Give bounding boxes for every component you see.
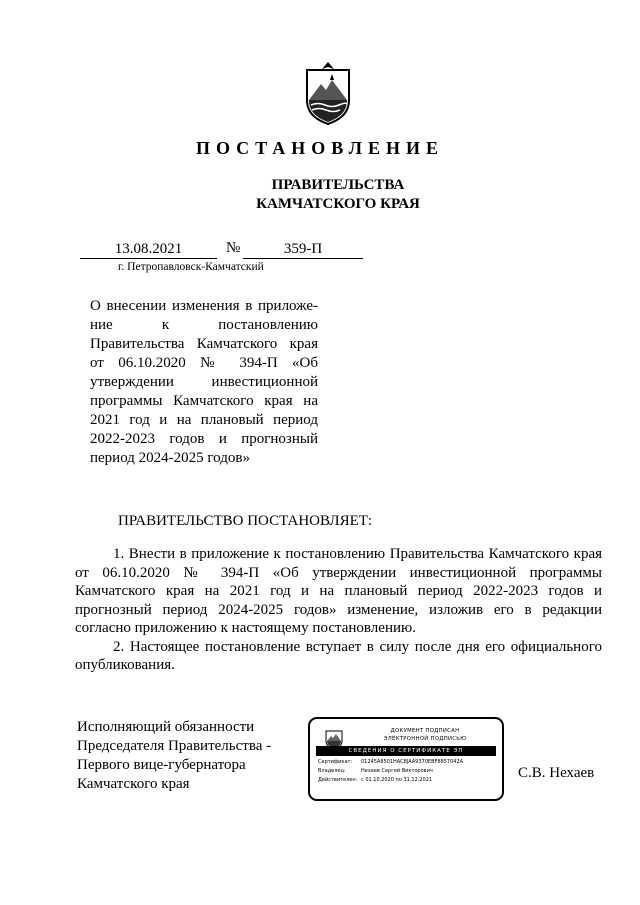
signer-line-2: Председателя Правительства - [77, 738, 272, 754]
owner-label: Владелец: [318, 768, 346, 774]
paragraph-2: 2. Настоящее постановление вступает в силу после дня его официального опубликования. [75, 638, 602, 673]
authority-line-2: КАМЧАТСКОГО КРАЯ [256, 196, 420, 212]
signer-line-4: Камчатского края [77, 776, 190, 792]
owner-value: Нехаев Сергей Викторович [361, 768, 433, 774]
decree-line: ПРАВИТЕЛЬСТВО ПОСТАНОВЛЯЕТ: [118, 513, 373, 529]
stamp-owner-row [318, 768, 433, 775]
stamp-header [350, 727, 500, 743]
stamp-certificate-bar: СВЕДЕНИЯ О СЕРТИФИКАТЕ ЭП [316, 746, 496, 756]
stamp-valid-row [318, 777, 432, 784]
paragraph-1: 1. Внести в приложение к постановлению Правительства Камчатского края от 06.10.2020 № 394-П «Об утверждении инвестиционной программы Камчатского края на 2021 год и на плановый период 2022-2023 годов и прогнозный период 2024-2025 годов» изменение, изложив его в редакции согласно приложению к настоящему постановлению. [75, 546, 602, 636]
kamchatka-coat-of-arms-emblem [301, 60, 355, 126]
document-date: 13.08.2021 [80, 240, 217, 259]
electronic-signature-stamp [308, 717, 504, 801]
document-number: 359-П [243, 240, 363, 259]
issuing-authority [0, 176, 640, 214]
document-body [75, 545, 602, 675]
document-subject: О внесении изменения в приложе-ние к постановлению Правительства Камчатского края от 06.10.2020 № 394-П «Об утверждении инвестиционной программы Камчатского края на 2021 год и на плановый период 2022-2023 годов и прогнозный период 2024-2025 годов» [90, 298, 318, 466]
certificate-label: Сертификат: [318, 759, 353, 765]
valid-value: с 01.10.2020 по 31.12.2021 [361, 777, 433, 783]
signer-name: С.В. Нехаев [518, 765, 595, 781]
valid-label: Действителен: [318, 777, 358, 783]
document-title: ПОСТАНОВЛЕНИЕ [195, 138, 445, 158]
stamp-header-line-2: ЭЛЕКТРОННОЙ ПОДПИСЬЮ [383, 736, 467, 742]
signer-line-1: Исполняющий обязанности [77, 719, 255, 735]
stamp-certificate-row [318, 759, 463, 766]
stamp-header-line-1: ДОКУМЕНТ ПОДПИСАН [390, 728, 460, 734]
certificate-value: 01245A8501HAC8JAA9370EBF8857042A [361, 759, 464, 765]
authority-line-1: ПРАВИТЕЛЬСТВА [271, 177, 405, 193]
city: г. Петропавловск-Камчатский [118, 261, 264, 273]
number-sign: № [226, 240, 241, 256]
signer-line-3: Первого вице-губернатора [77, 757, 246, 773]
signer-position [77, 718, 271, 794]
